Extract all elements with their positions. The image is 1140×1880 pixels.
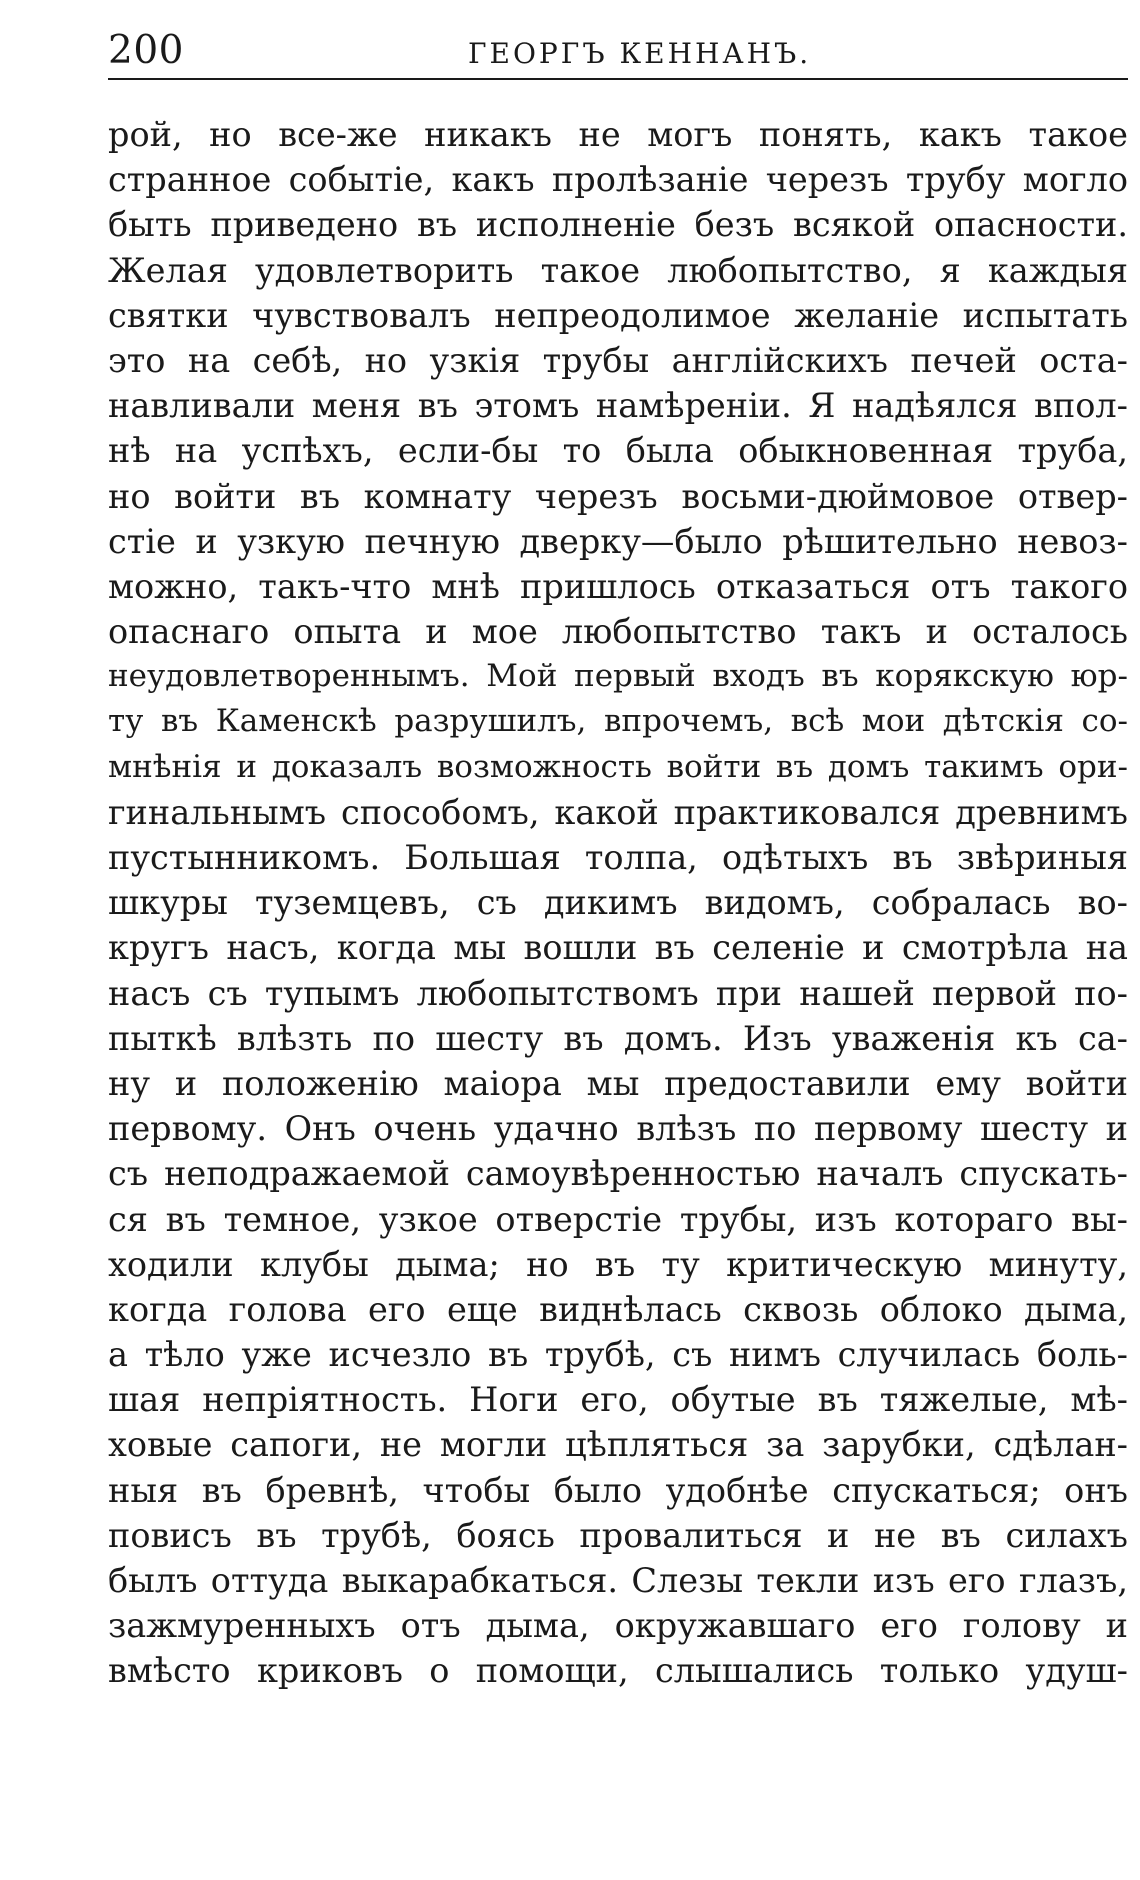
book-page: [108, 24, 1130, 1691]
page-number: 200: [108, 28, 184, 73]
text-line: ховые сапоги, не могли цѣпляться за зарубки, сдѣлан-: [108, 1425, 1128, 1465]
text-line: былъ оттуда выкарабкаться. Слезы текли изъ его глазъ,: [108, 1561, 1128, 1600]
text-line: мнѣнія и доказалъ возможность войти въ домъ такимъ ори-: [108, 748, 1128, 785]
text-line: нѣ на успѣхъ, если-бы то была обыкновенная труба,: [108, 431, 1128, 471]
text-line: когда голова его еще виднѣлась сквозь облоко дыма,: [108, 1289, 1128, 1329]
text-line: Желая удовлетворить такое любопытство, я каждыя: [108, 250, 1128, 290]
text-line: кругъ насъ, когда мы вошли въ селеніе и смотрѣла на: [108, 928, 1128, 968]
text-line: опаснаго опыта и мое любопытство такъ и осталось: [108, 612, 1128, 652]
text-line: пыткѣ влѣзть по шесту въ домъ. Изъ уваженія къ са-: [108, 1018, 1128, 1058]
running-title: ГЕОРГЪ КЕННАНЪ.: [468, 37, 812, 70]
text-line: навливали меня въ этомъ намѣреніи. Я надѣялся впол-: [108, 386, 1128, 426]
text-line: святки чувствовалъ непреодолимое желаніе испытать: [108, 295, 1128, 335]
text-line: ну и положенію маіора мы предоставили ему войти: [108, 1063, 1128, 1103]
text-line: пустынникомъ. Большая толпа, одѣтыхъ въ звѣриныя: [108, 838, 1128, 877]
text-line: рой, но все-же никакъ не могъ понять, какъ такое: [108, 115, 1128, 154]
text-line: быть приведено въ исполненіе безъ всякой опасности.: [108, 205, 1128, 245]
text-line: вмѣсто криковъ о помощи, слышались только удуш-: [108, 1651, 1128, 1691]
text-line: зажмуренныхъ отъ дыма, окружавшаго его голову и: [108, 1606, 1128, 1646]
header-rule: [108, 78, 1128, 80]
text-line: странное событіе, какъ пролѣзаніе черезъ трубу могло: [108, 160, 1128, 200]
text-line: ныя въ бревнѣ, чтобы было удобнѣе спускаться; онъ: [108, 1470, 1128, 1510]
text-line: съ неподражаемой самоувѣренностью началъ спускать-: [108, 1154, 1128, 1194]
text-line: а тѣло уже исчезло въ трубѣ, съ нимъ случилась боль-: [108, 1335, 1128, 1375]
text-line: это на себѣ, но узкія трубы англійскихъ печей оста-: [108, 340, 1128, 380]
running-head: [108, 24, 1130, 82]
text-line: стіе и узкую печную дверку—было рѣшительно невоз-: [108, 521, 1128, 561]
text-line: неудовлетвореннымъ. Мой первый входъ въ корякскую юр-: [108, 658, 1128, 695]
text-line: можно, такъ-что мнѣ пришлось отказаться отъ такого: [108, 566, 1128, 606]
text-line: насъ съ тупымъ любопытствомъ при нашей первой по-: [108, 973, 1128, 1013]
text-line: гинальнымъ способомъ, какой практиковался древнимъ: [108, 792, 1128, 832]
text-line: ходили клубы дыма; но въ ту критическую минуту,: [108, 1244, 1128, 1284]
text-line: шая непріятность. Ноги его, обутые въ тяжелые, мѣ-: [108, 1380, 1128, 1420]
text-line: повисъ въ трубѣ, боясь провалиться и не въ силахъ: [108, 1515, 1128, 1555]
text-line: но войти въ комнату черезъ восьми-дюймовое отвер-: [108, 476, 1128, 516]
body-text: [108, 112, 1128, 1694]
text-line: первому. Онъ очень удачно влѣзъ по первому шесту и: [108, 1109, 1128, 1149]
text-line: ся въ темное, узкое отверстіе трубы, изъ котораго вы-: [108, 1199, 1128, 1239]
text-line: ту въ Каменскѣ разрушилъ, впрочемъ, всѣ мои дѣтскія со-: [108, 703, 1128, 740]
text-line: шкуры туземцевъ, съ дикимъ видомъ, собралась во-: [108, 883, 1128, 923]
